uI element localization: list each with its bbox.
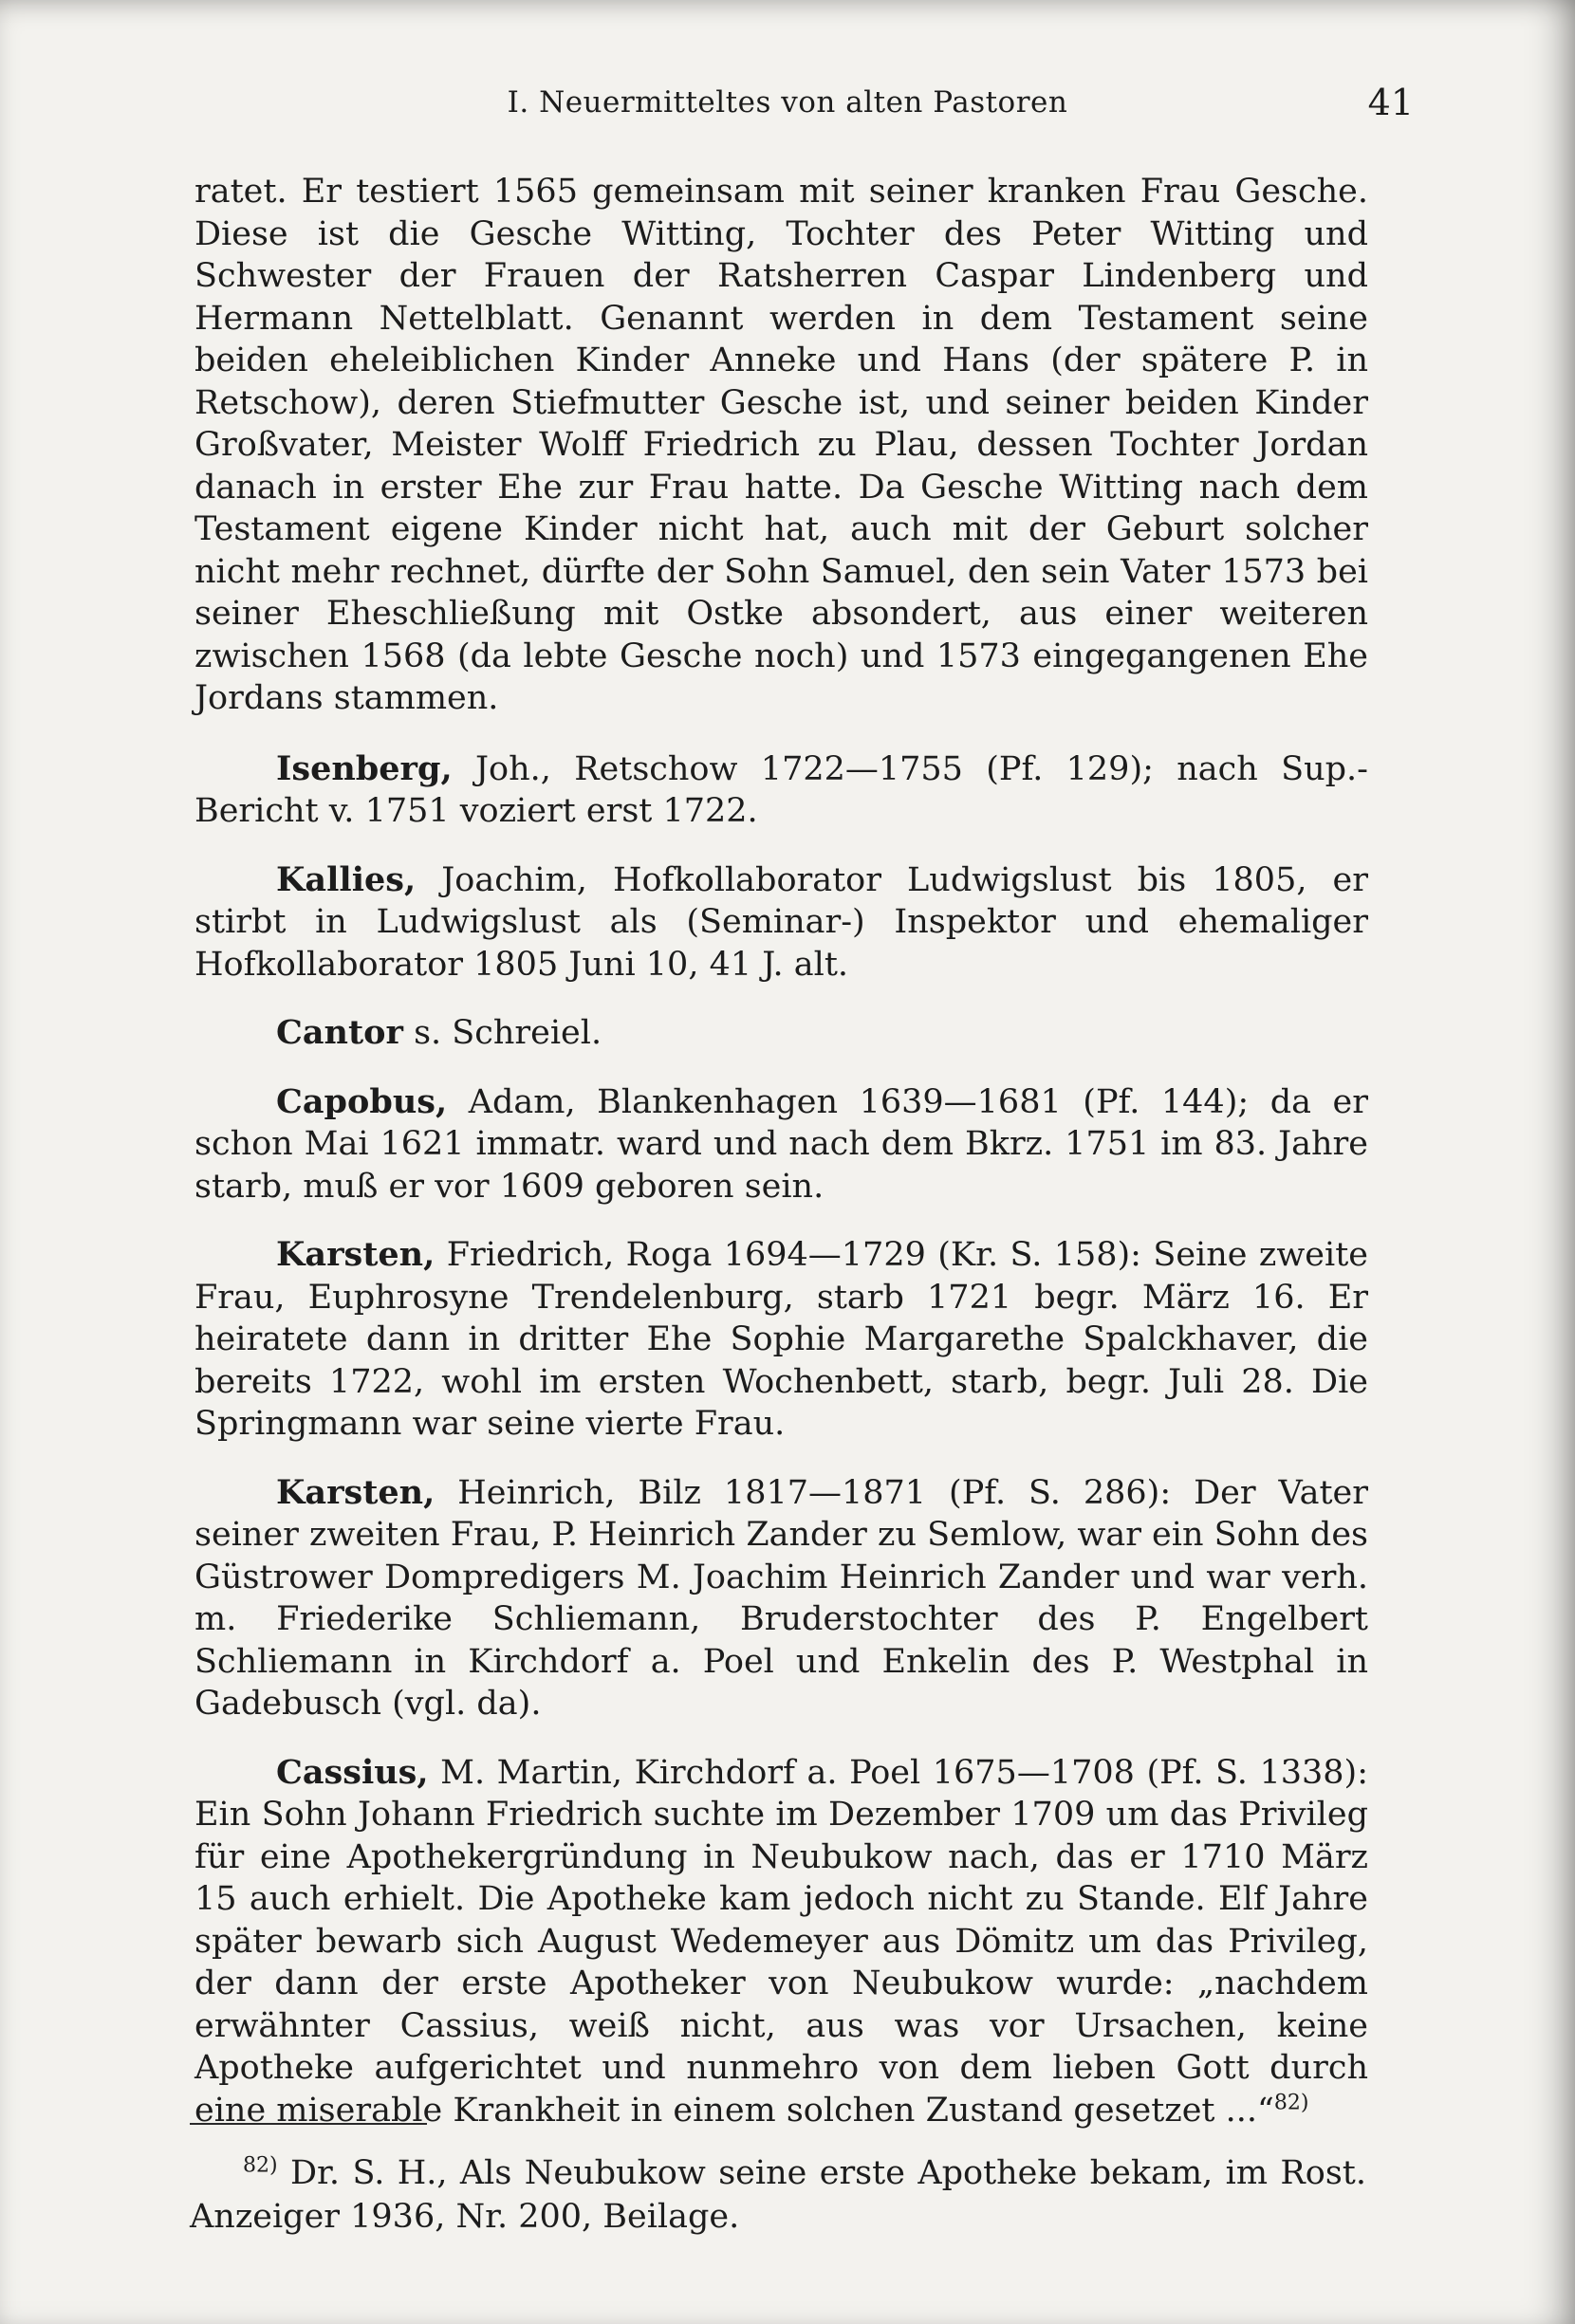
- entry-text: Friedrich, Roga 1694—1729 (Kr. S. 158): Seine zweite Frau, Euphrosyne Trendelenburg, starb 1721 begr. März 16. Er heiratete dann in dritter Ehe Sophie Margarethe Spalckhaver, die bereits 1722, wohl im ersten Wochenbett, starb, begr. Juli 28. Die Springmann war seine vierte Frau.: [195, 1236, 1368, 1443]
- footnote-divider: [190, 2123, 427, 2125]
- entry-capobus: [195, 1081, 1368, 1208]
- entry-lemma: Capobus,: [276, 1081, 448, 1121]
- entry-lemma: Cantor: [276, 1013, 403, 1052]
- footnote-marker: 82): [243, 2153, 278, 2178]
- footnote: [190, 2151, 1366, 2239]
- entry-text: Adam, Blankenhagen 1639—1681 (Pf. 144); da er schon Mai 1621 immatr. ward und nach dem Bkrz. 1751 im 83. Jahre starb, muß er vor 1609 geboren sein.: [195, 1082, 1368, 1206]
- entry-lemma: Kallies,: [276, 859, 417, 899]
- entry-text: M. Martin, Kirchdorf a. Poel 1675—1708 (Pf. S. 1338): Ein Sohn Johann Friedrich suchte im Dezember 1709 um das Privileg für eine Apothekergründung in Neubukow nach, das er 1710 März 15 auch erhielt. Die Apotheke kam jedoch nicht zu Stande. Elf Jahre später bewarb sich August Wedemeyer aus Dömitz um das Privileg, der dann der erste Apotheker von Neubukow wurde: „nachdem erwähnter Cassius, weiß nicht, aus was vor Ursachen, keine Apotheke aufgerichtet und nunmehro von dem lieben Gott durch eine miserable Krankheit in einem solchen Zustand gesetzet ...“: [195, 1753, 1368, 2130]
- page-number: 41: [1367, 82, 1414, 123]
- entry-cantor: [195, 1012, 1368, 1055]
- running-title: I. Neuermitteltes von alten Pastoren: [507, 85, 1068, 120]
- entry-text: Joachim, Hofkollaborator Ludwigslust bis 1805, er stirbt in Ludwigslust als (Seminar-) Inspektor und ehemaliger Hofkollaborator 1805 Juni 10, 41 J. alt.: [195, 860, 1368, 984]
- footnote-reference[interactable]: 82): [1273, 2090, 1309, 2114]
- entry-lemma: Karsten,: [276, 1472, 435, 1512]
- entry-text: Heinrich, Bilz 1817—1871 (Pf. S. 286): Der Vater seiner zweiten Frau, P. Heinrich Zander zu Semlow, war ein Sohn des Güstrower Dompredigers M. Joachim Heinrich Zander und war verh. m. Friederike Schliemann, Bruderstochter des P. Engelbert Schliemann in Kirchdorf a. Poel und Enkelin des P. Westphal in Gadebusch (vgl. da).: [195, 1473, 1368, 1723]
- page-header: [190, 82, 1414, 133]
- entry-lemma: Karsten,: [276, 1235, 435, 1274]
- entry-kallies: [195, 859, 1368, 987]
- entry-lemma: Cassius,: [276, 1752, 429, 1792]
- footnote-text: Dr. S. H., Als Neubukow seine erste Apotheke bekam, im Rost. Anzeiger 1936, Nr. 200, Beilage.: [190, 2154, 1366, 2236]
- page-body: [195, 171, 1368, 2158]
- entry-cassius: [195, 1752, 1368, 2132]
- entry-lemma: Isenberg,: [276, 748, 453, 788]
- entry-text: s. Schreiel.: [402, 1014, 602, 1052]
- continuation-paragraph: ratet. Er testiert 1565 gemeinsam mit seiner kranken Frau Gesche. Diese ist die Gesche Witting, Tochter des Peter Witting und Schwester der Frauen der Ratsherren Caspar Lindenberg und Hermann Nettelblatt. Genannt werden in dem Testament seine beiden eheleiblichen Kinder Anneke und Hans (der spätere P. in Retschow), deren Stiefmutter Gesche ist, und seiner beiden Kinder Großvater, Meister Wolff Friedrich zu Plau, dessen Tochter Jordan danach in erster Ehe zur Frau hatte. Da Gesche Witting nach dem Testament eigene Kinder nicht hat, auch mit der Geburt solcher nicht mehr rechnet, dürfte der Sohn Samuel, den sein Vater 1573 bei seiner Eheschließung mit Ostke absondert, aus einer weiteren zwischen 1568 (da lebte Gesche noch) und 1573 eingegangenen Ehe Jordans stammen.: [195, 173, 1368, 717]
- entry-karsten-heinrich: [195, 1472, 1368, 1725]
- entry-isenberg: [195, 748, 1368, 833]
- entry-text: Joh., Retschow 1722—1755 (Pf. 129); nach Sup.-Bericht v. 1751 voziert erst 1722.: [195, 749, 1368, 830]
- entry-karsten-friedrich: [195, 1234, 1368, 1446]
